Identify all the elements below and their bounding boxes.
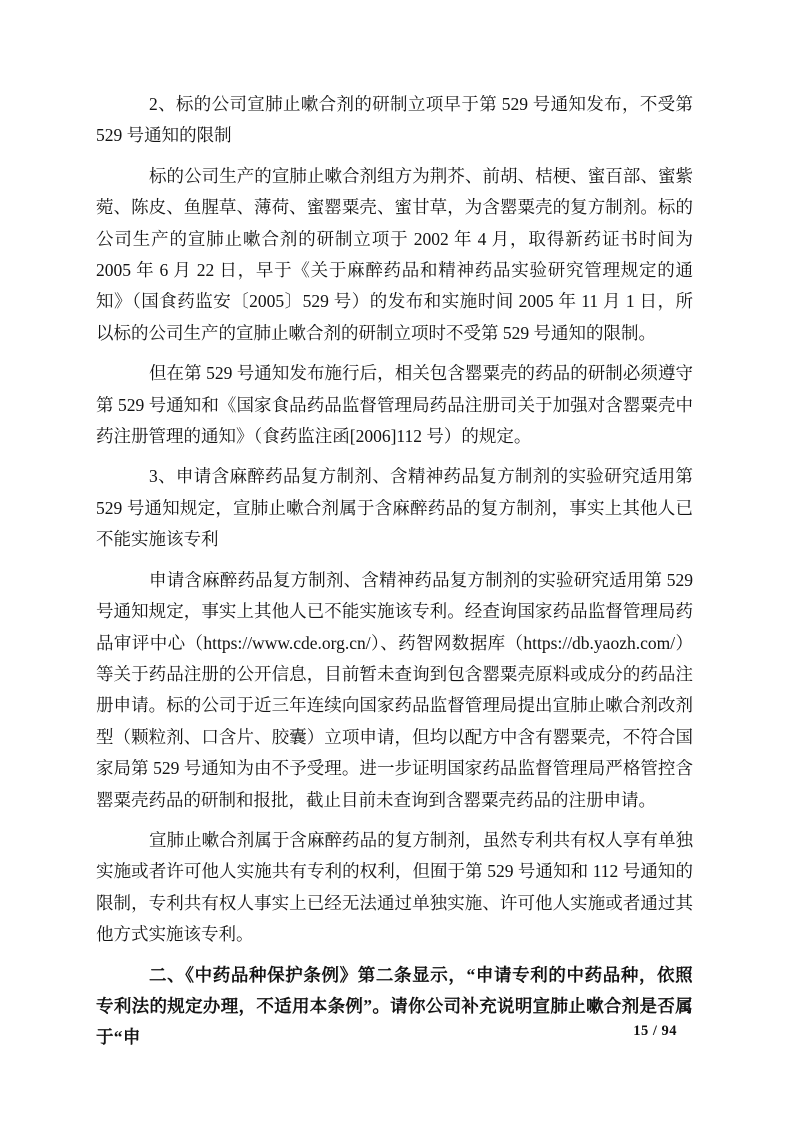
paragraph-registration-query: 申请含麻醉药品复方制剂、含精神药品复方制剂的实验研究适用第 529 号通知规定，事实上其他人已不能实施该专利。经查询国家药品监督管理局药品审评中心（https://www.cde.org.cn/）、药智网数据库（https://db.yaozh.com/）等关于药品注册的公开信息，目前暂未查询到包含罂粟壳原料或成分的药品注册申请。标的公司于近三年连续向国家药品监督管理局提出宣肺止嗽合剂改剂型（颗粒剂、口含片、胶囊）立项申请，但均以配方中含有罂粟壳，不符合国家局第 529 号通知为由不予受理。进一步证明国家药品监督管理局严格管控含罂粟壳药品的研制和报批，截止目前未查询到含罂粟壳药品的注册申请。 bbox=[96, 569, 693, 810]
paragraph-notice-529-compliance: 但在第 529 号通知发布施行后，相关包含罂粟壳的药品的研制必须遵守第 529 号通知和《国家食品药品监督管理局药品注册司关于加强对含罂粟壳中药注册管理的通知》（食药监注函[2006]112 号）的规定。 bbox=[96, 363, 693, 447]
document-body bbox=[96, 89, 693, 1063]
paragraph-item3-heading: 3、申请含麻醉药品复方制剂、含精神药品复方制剂的实验研究适用第 529 号通知规定，宣肺止嗽合剂属于含麻醉药品的复方制剂，事实上其他人已不能实施该专利 bbox=[96, 466, 693, 550]
page-number: 15 / 94 bbox=[633, 1023, 677, 1039]
paragraph-patent-implementation: 宣肺止嗽合剂属于含麻醉药品的复方制剂，虽然专利共有权人享有单独实施或者许可他人实施共有专利的权利，但囿于第 529 号通知和 112 号通知的限制，专利共有权人事实上已经无法通过单独实施、许可他人实施或者通过其他方式实施该专利。 bbox=[96, 829, 693, 945]
paragraph-item2-heading: 2、标的公司宣肺止嗽合剂的研制立项早于第 529 号通知发布，不受第 529 号通知的限制 bbox=[96, 94, 693, 146]
paragraph-item-two-bold-heading: 二、《中药品种保护条例》第二条显示，“申请专利的中药品种，依照专利法的规定办理，不适用本条例”。请你公司补充说明宣肺止嗽合剂是否属于“申 bbox=[96, 964, 693, 1048]
paragraph-formula-and-initiation: 标的公司生产的宣肺止嗽合剂组方为荆芥、前胡、桔梗、蜜百部、蜜紫菀、陈皮、鱼腥草、薄荷、蜜罂粟壳、蜜甘草，为含罂粟壳的复方制剂。标的公司生产的宣肺止嗽合剂的研制立项于 2002 年 4 月，取得新药证书时间为 2005 年 6 月 22 日，早于《关于麻醉药品和精神药品实验研究管理规定的通知》（国食药监安〔2005〕529 号）的发布和实施时间 2005 年 11 月 1 日，所以标的公司生产的宣肺止嗽合剂的研制立项时不受第 529 号通知的限制。 bbox=[96, 165, 693, 343]
